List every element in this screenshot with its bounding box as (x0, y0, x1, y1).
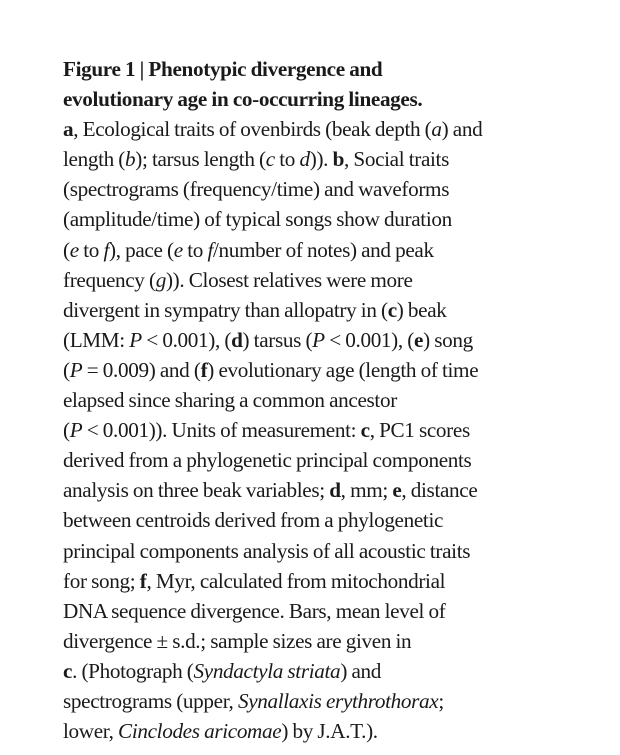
caption-text: ( (63, 418, 70, 443)
caption-text: ) tarsus ( (242, 327, 313, 352)
caption-text: . (Photograph ( (72, 658, 194, 683)
caption-text: ), pace ( (109, 237, 174, 262)
caption-line-18: divergence ± s.d.; sample sizes are given in (63, 628, 412, 653)
caption-text: )). (309, 147, 333, 172)
caption-text: spectrograms (upper, (63, 688, 238, 713)
caption-text: ) evolutionary age (length of time (207, 357, 479, 382)
caption-line-16 (63, 566, 593, 596)
caption-heading: Figure 1 | Phenotypic divergence and (63, 57, 383, 81)
caption-text: , Myr, calculated from mitochondrial (146, 568, 446, 593)
caption-text: , Ecological traits of ovenbirds (beak depth ( (73, 117, 432, 142)
caption-italic: e (69, 237, 79, 262)
caption-italic: a (431, 117, 442, 142)
caption-line-2 (63, 144, 593, 174)
caption-italic: P (69, 357, 83, 382)
caption-text: length ( (63, 147, 126, 172)
caption-line-6 (63, 265, 593, 295)
panel-label: a (63, 117, 74, 142)
caption-line-11 (63, 415, 593, 445)
panel-label: b (332, 147, 344, 172)
caption-italic: c (265, 147, 275, 172)
caption-text: analysis on three beak variables; (63, 478, 330, 503)
caption-text: ); tarsus length ( (135, 147, 266, 172)
caption-italic: f (103, 237, 110, 262)
caption-text: < 0.001)). Units of measurement: (82, 418, 361, 443)
caption-text: ) and (340, 658, 382, 683)
caption-text: < 0.001), ( (141, 327, 232, 352)
caption-italic: d (299, 147, 310, 172)
species-name: Synallaxis erythrothorax (237, 688, 439, 713)
caption-text: ( (63, 237, 70, 262)
caption-line-13 (63, 475, 593, 505)
caption-line-15: principal components analysis of all acoustic traits (63, 538, 471, 563)
caption-line-10: elapsed since sharing a common ancestor (63, 388, 397, 413)
caption-line-17: DNA sequence divergence. Bars, mean level of (63, 598, 446, 623)
caption-italic: f (207, 237, 213, 262)
caption-text: (LMM: (63, 327, 130, 352)
caption-line-9 (63, 355, 593, 385)
caption-text: to (78, 237, 104, 262)
caption-line-14: between centroids derived from a phylogenetic (63, 508, 444, 533)
panel-label: f (139, 568, 147, 593)
caption-text: to (182, 237, 208, 262)
panel-label: c (387, 297, 397, 322)
panel-label: d (329, 478, 341, 503)
caption-text: divergent in sympatry than allopatry in ( (63, 297, 388, 322)
caption-text: ) and (441, 117, 483, 142)
caption-text: ; (438, 688, 444, 713)
panel-label: c (360, 418, 370, 443)
caption-line-1 (63, 114, 593, 144)
species-name: Cinclodes aricomae (118, 719, 282, 744)
caption-line-5 (63, 235, 593, 265)
panel-label: c (63, 658, 73, 683)
caption-text: ) beak (396, 297, 447, 322)
caption-text: < 0.001), ( (324, 327, 414, 352)
caption-line-21 (63, 716, 593, 746)
caption-heading-line-2: evolutionary age in co-occurring lineages. (63, 87, 423, 112)
panel-label: e (414, 327, 424, 352)
caption-line-19 (63, 656, 593, 686)
panel-label: f (200, 357, 208, 382)
caption-italic: P (69, 418, 83, 443)
panel-label: e (392, 478, 402, 503)
caption-text: , PC1 scores (369, 418, 470, 443)
caption-text: , distance (401, 478, 478, 503)
caption-text: , mm; (340, 478, 393, 503)
caption-text: )). Closest relatives were more (165, 267, 413, 292)
caption-italic: P (129, 327, 142, 352)
figure-caption (63, 54, 593, 746)
caption-italic: e (173, 237, 183, 262)
caption-text: for song; (63, 568, 140, 593)
caption-text: = 0.009) and ( (82, 357, 201, 382)
panel-label: d (231, 327, 243, 352)
species-name: Syndactyla striata (193, 658, 341, 683)
caption-text: ) by J.A.T.). (281, 719, 378, 744)
caption-text: to (274, 147, 300, 172)
caption-text: lower, (63, 719, 119, 744)
caption-text: , Social traits (344, 147, 449, 172)
caption-italic: P (312, 327, 325, 352)
caption-text: frequency ( (63, 267, 156, 292)
caption-text: /number of notes) and peak (212, 237, 434, 262)
caption-line-8 (63, 325, 593, 355)
caption-text: ) song (423, 327, 473, 352)
caption-line-4: (amplitude/time) of typical songs show duration (63, 207, 452, 232)
caption-line-20 (63, 686, 593, 716)
caption-line-7 (63, 295, 593, 325)
caption-italic: b (125, 147, 136, 172)
caption-text: ( (63, 357, 70, 382)
caption-line-12: derived from a phylogenetic principal components (63, 448, 472, 473)
caption-italic: g (155, 267, 166, 292)
caption-line-3: (spectrograms (frequency/time) and waveforms (63, 177, 450, 202)
